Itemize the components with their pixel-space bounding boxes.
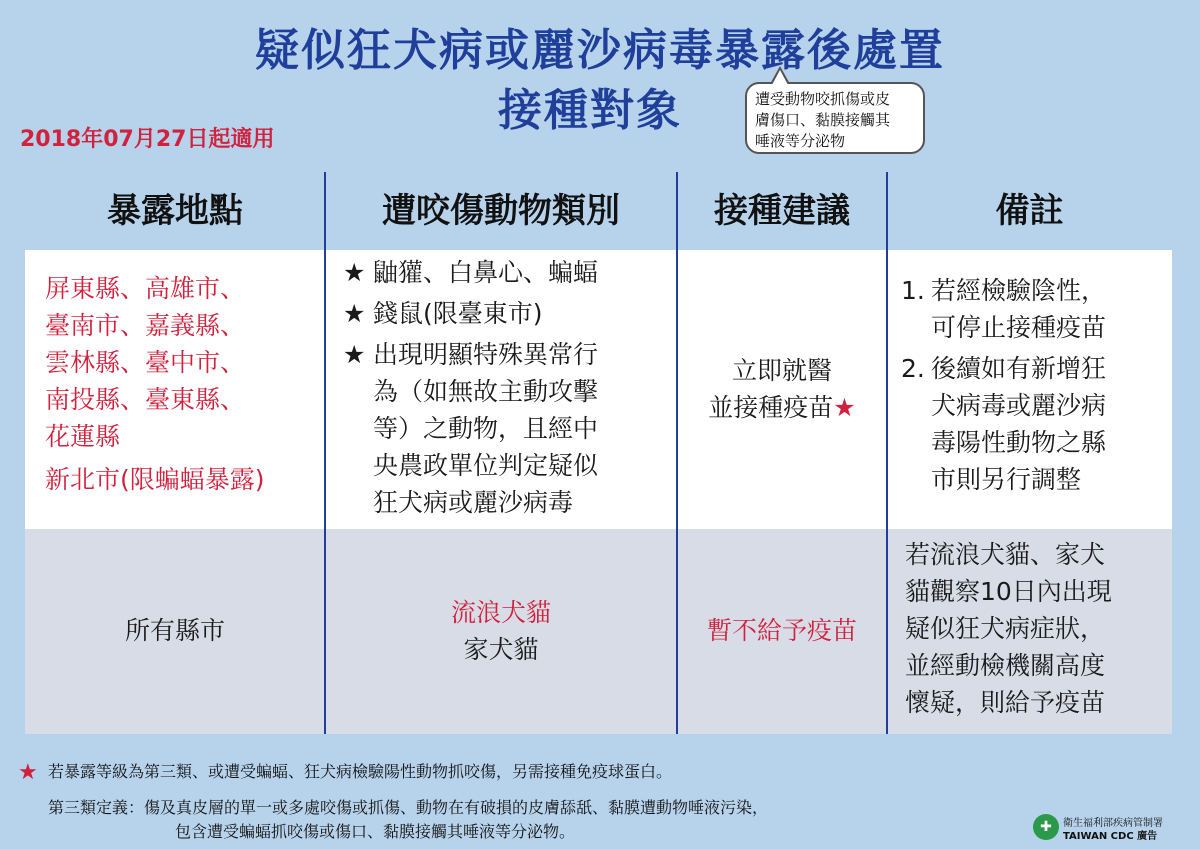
animal-text-line: 央農政單位判定疑似 [373, 451, 599, 480]
location-line: 臺南市、嘉義縣、 [45, 311, 246, 340]
logo-name: TAIWAN CDC 廣告 [1063, 831, 1158, 842]
speech-bubble [745, 82, 925, 154]
taiwan-cdc-logo [1033, 814, 1193, 842]
eligibility-table [25, 172, 1172, 734]
animal-item [343, 254, 673, 291]
note-text [931, 272, 1106, 346]
animal-text-line: 等）之動物，且經中 [373, 414, 599, 443]
animal-text [373, 336, 598, 521]
animal-text-line: 狂犬病或麗沙病毒 [373, 488, 574, 517]
star-icon: ★ [343, 258, 366, 287]
note-text-line: 疑似狂犬病症狀， [905, 614, 1106, 643]
note-number: 2. [901, 354, 925, 383]
note-text-line: 貓觀察10日內出現 [905, 577, 1112, 606]
footnote-2: 第三類定義：傷及真皮層的單一或多處咬傷或抓傷、動物在有破損的皮膚舔舐、黏膜遭動物唾液污染， [48, 798, 769, 817]
note-text-line: 可停止接種疫苗 [931, 313, 1107, 342]
note-item [901, 350, 1169, 498]
note-number: 1. [901, 276, 925, 305]
page-title: 疑似狂犬病或麗沙病毒暴露後處置 [255, 25, 945, 76]
column-divider [886, 172, 888, 734]
animal-pet: 家犬貓 [463, 635, 539, 664]
animal-item [343, 295, 673, 332]
note-text-line: 犬病毒或麗沙病 [931, 391, 1107, 420]
row1-advice [677, 352, 887, 426]
star-icon: ★ [343, 340, 366, 369]
note-text-line: 後續如有新增狂 [931, 354, 1107, 383]
header-animal: 遭咬傷動物類別 [382, 191, 620, 231]
animal-text: 鼬獾、白鼻心、蝙蝠 [373, 258, 599, 287]
advice-line: 立即就醫 [731, 356, 832, 385]
footnote-3: 包含遭受蝙蝠抓咬傷或傷口、黏膜接觸其唾液等分泌物。 [175, 822, 576, 841]
note-text-line: 若經檢驗陰性， [931, 276, 1107, 305]
animal-text-line: 出現明顯特殊異常行 [373, 340, 599, 369]
bubble-line: 膚傷口、黏膜接觸其 [755, 111, 891, 129]
footnote-star-icon: ★ [18, 760, 38, 785]
note-text [931, 350, 1106, 498]
bubble-line: 唾液等分泌物 [755, 132, 846, 150]
row2-advice: 暫不給予疫苗 [706, 616, 857, 645]
location-line: 屏東縣、高雄市、 [45, 274, 246, 303]
header-notes: 備註 [995, 191, 1064, 231]
animal-text: 錢鼠(限臺東市) [373, 299, 543, 328]
bubble-line: 遭受動物咬抓傷或皮 [755, 90, 891, 108]
advice-line: 並接種疫苗★ [708, 393, 856, 422]
logo-org: 衛生福利部疾病管制署 [1063, 818, 1163, 829]
header-location: 暴露地點 [107, 191, 243, 231]
row2-animals [325, 594, 677, 668]
animal-item [343, 336, 673, 521]
note-text-line: 市則另行調整 [931, 465, 1082, 494]
header-advice: 接種建議 [714, 191, 850, 231]
location-extra: 新北市(限蝙蝠暴露) [45, 465, 265, 494]
cdc-logo-icon: ✚ [1033, 814, 1059, 840]
row1-notes [901, 272, 1169, 498]
page-subtitle: 接種對象 [498, 85, 682, 136]
star-icon: ★ [833, 393, 856, 422]
animal-stray: 流浪犬貓 [450, 598, 551, 627]
note-text-line: 若流浪犬貓、家犬 [905, 540, 1106, 569]
star-icon: ★ [343, 299, 366, 328]
footnote-1: 若暴露等級為第三類、或遭受蝙蝠、狂犬病檢驗陽性動物抓咬傷，另需接種免疫球蛋白。 [48, 762, 673, 781]
location-line: 南投縣、臺東縣、 [45, 385, 246, 414]
location-line: 雲林縣、臺中市、 [45, 348, 246, 377]
row2-notes [905, 536, 1170, 721]
row1-locations [45, 270, 320, 498]
note-item [901, 272, 1169, 346]
effective-date: 2018年07月27日起適用 [20, 127, 275, 152]
row2-location: 所有縣市 [124, 616, 225, 645]
location-line: 花蓮縣 [45, 422, 121, 451]
speech-bubble-tail-inner [772, 70, 788, 85]
animal-text-line: 為（如無故主動攻擊 [373, 377, 599, 406]
row1-animals [343, 254, 673, 521]
note-text-line: 並經動檢機關高度 [905, 651, 1106, 680]
note-text-line: 懷疑，則給予疫苗 [905, 688, 1106, 717]
note-text-line: 毒陽性動物之縣 [931, 428, 1107, 457]
